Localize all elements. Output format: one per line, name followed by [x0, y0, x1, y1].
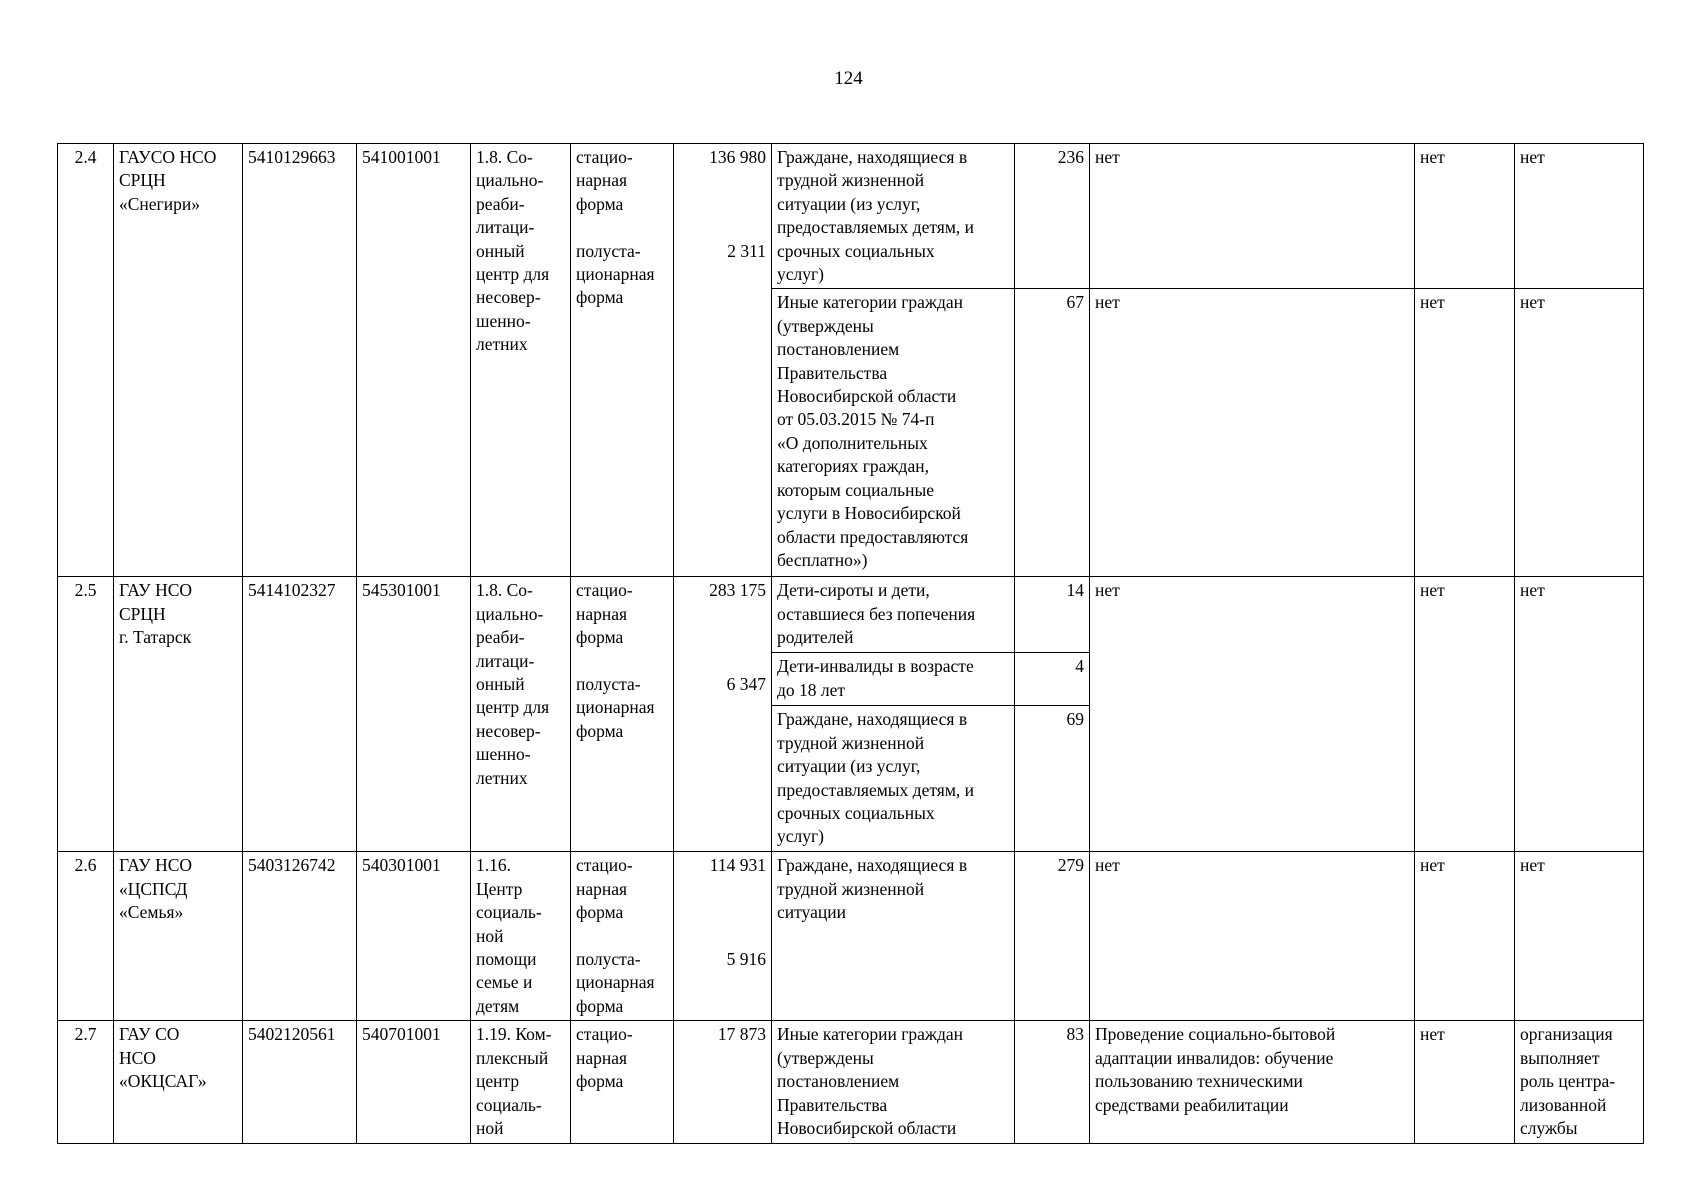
kpp: 541001001	[357, 144, 471, 577]
additional-services: нет	[1090, 289, 1415, 577]
org-type: 1.8. Со- циально- реаби- литаци- онный центр для несовер- шенно- летних	[471, 577, 571, 852]
col-11-value: нет	[1415, 577, 1515, 852]
inn: 5403126742	[243, 852, 357, 1021]
col-12-value: нет	[1515, 852, 1644, 1021]
col-12-value: организация выполняет роль центра- лизованной службы	[1515, 1021, 1644, 1144]
inn: 5402120561	[243, 1021, 357, 1144]
org-type: 1.16. Центр социаль- ной помощи семье и детям	[471, 852, 571, 1021]
category-name: Дети-сироты и дети, оставшиеся без попечения родителей	[772, 577, 1015, 653]
row-number: 2.6	[58, 852, 114, 1021]
col-11-value: нет	[1415, 144, 1515, 289]
additional-services: нет	[1090, 577, 1415, 852]
category-name: Иные категории граждан (утверждены постановлением Правительства Новосибирской области от 05.03.2015 № 74-п «О дополнительных категориях граждан, которым социальные услуги в Новосибирской области предоставляются бесплатно»)	[772, 289, 1015, 577]
additional-services: Проведение социально-бытовой адаптации инвалидов: обучение пользованию техническими средствами реабилитации	[1090, 1021, 1415, 1144]
col-11-value: нет	[1415, 289, 1515, 577]
category-count: 83	[1015, 1021, 1090, 1144]
page-number: 124	[834, 68, 863, 89]
category-count: 69	[1015, 706, 1090, 852]
service-forms: стацио- нарная форма	[571, 1021, 674, 1144]
inn: 5414102327	[243, 577, 357, 852]
category-name: Иные категории граждан (утверждены постановлением Правительства Новосибирской области	[772, 1021, 1015, 1144]
service-counts: 283 175 6 347	[674, 577, 772, 852]
additional-services: нет	[1090, 852, 1415, 1021]
category-count: 14	[1015, 577, 1090, 653]
service-counts: 114 931 5 916	[674, 852, 772, 1021]
org-name: ГАУСО НСО СРЦН «Снегири»	[114, 144, 243, 577]
kpp: 545301001	[357, 577, 471, 852]
table-row	[58, 852, 1644, 1021]
inn: 5410129663	[243, 144, 357, 577]
org-name: ГАУ СО НСО «ОКЦСАГ»	[114, 1021, 243, 1144]
category-count: 279	[1015, 852, 1090, 1021]
org-type: 1.8. Со- циально- реаби- литаци- онный центр для несовер- шенно- летних	[471, 144, 571, 577]
service-forms: стацио- нарная форма полуста- ционарная форма	[571, 852, 674, 1021]
org-type: 1.19. Ком- плексный центр социаль- ной	[471, 1021, 571, 1144]
row-number: 2.4	[58, 144, 114, 577]
org-name: ГАУ НСО «ЦСПСД «Семья»	[114, 852, 243, 1021]
service-counts: 17 873	[674, 1021, 772, 1144]
additional-services: нет	[1090, 144, 1415, 289]
category-count: 4	[1015, 653, 1090, 706]
service-forms: стацио- нарная форма полуста- ционарная форма	[571, 144, 674, 577]
row-number: 2.7	[58, 1021, 114, 1144]
category-name: Граждане, находящиеся в трудной жизненной ситуации (из услуг, предоставляемых детям, и срочных социальных услуг)	[772, 144, 1015, 289]
org-name: ГАУ НСО СРЦН г. Татарск	[114, 577, 243, 852]
col-12-value: нет	[1515, 577, 1644, 852]
service-counts: 136 980 2 311	[674, 144, 772, 577]
table-row	[58, 577, 1644, 653]
col-11-value: нет	[1415, 852, 1515, 1021]
service-forms: стацио- нарная форма полуста- ционарная форма	[571, 577, 674, 852]
col-12-value: нет	[1515, 289, 1644, 577]
col-12-value: нет	[1515, 144, 1644, 289]
category-name: Граждане, находящиеся в трудной жизненной ситуации (из услуг, предоставляемых детям, и срочных социальных услуг)	[772, 706, 1015, 852]
kpp: 540701001	[357, 1021, 471, 1144]
category-name: Дети-инвалиды в возрасте до 18 лет	[772, 653, 1015, 706]
registry-table	[57, 143, 1644, 1144]
col-11-value: нет	[1415, 1021, 1515, 1144]
table-row	[58, 144, 1644, 289]
category-count: 236	[1015, 144, 1090, 289]
category-count: 67	[1015, 289, 1090, 577]
table-row	[58, 1021, 1644, 1144]
row-number: 2.5	[58, 577, 114, 852]
category-name: Граждане, находящиеся в трудной жизненной ситуации	[772, 852, 1015, 1021]
kpp: 540301001	[357, 852, 471, 1021]
